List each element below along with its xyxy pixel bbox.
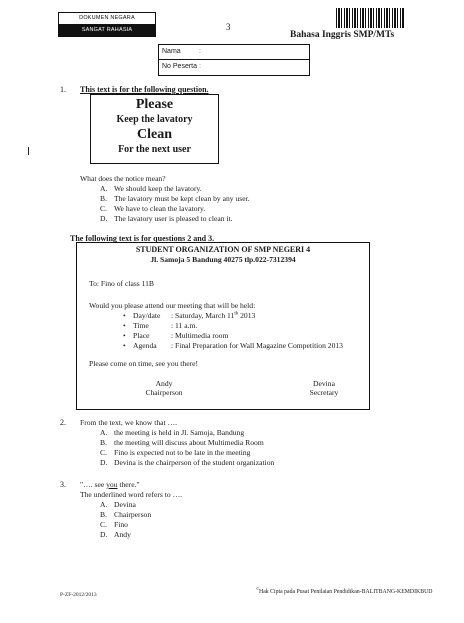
name-colon: : (199, 48, 201, 55)
participant-number-label: No Peserta (162, 63, 198, 70)
letter-detail-date (133, 311, 255, 320)
option-letter: B. (100, 194, 107, 203)
question-1-option-a (100, 184, 202, 193)
question-1-stem: What does the notice mean? (80, 174, 166, 183)
detail-label: Agenda (133, 341, 157, 350)
question-1-option-d (100, 214, 233, 223)
option-text: We have to clean the lavatory. (114, 204, 206, 213)
question-2-number: 2. (60, 418, 66, 427)
barcode-icon (336, 8, 404, 28)
signer-right-role: Secretary (309, 388, 339, 397)
question-2-option-a (100, 428, 244, 437)
underlined-word: you (106, 480, 118, 489)
notice-line-4: For the next user (118, 144, 191, 155)
secrecy-tag: SANGAT RAHASIA (58, 24, 156, 37)
signer-right-name: Devina (313, 379, 335, 388)
copyright-text: Hak Cipta pada Pusat Penilaian Pendidikan-BALITBANG-KEMDIKBUD (259, 588, 433, 595)
option-letter: A. (100, 184, 108, 193)
question-1-number: 1. (60, 85, 66, 94)
question-3-option-a (100, 500, 136, 509)
question-1-option-c (100, 204, 205, 213)
letter-detail-place (133, 331, 228, 340)
question-1-intro: This text is for the following question. (80, 85, 209, 94)
name-label: Nama (162, 48, 181, 55)
option-text: the meeting is held in Jl. Samoja, Bandung (114, 428, 245, 437)
option-letter: A. (100, 428, 108, 437)
question-2-option-b (100, 438, 264, 447)
signer-left-name: Andy (155, 379, 173, 388)
option-letter: C. (100, 204, 107, 213)
detail-value: : Saturday, March 11 (171, 311, 235, 320)
question-2-option-c (100, 448, 250, 457)
lavatory-notice (90, 94, 219, 164)
option-text: Andy (114, 530, 131, 539)
participant-number-row (159, 59, 309, 74)
detail-value: : Multimedia room (171, 331, 229, 340)
name-row (159, 45, 309, 59)
notice-line-1: Please (135, 97, 174, 112)
option-text: the meeting will discuss about Multimedia Room (114, 438, 264, 447)
option-letter: D. (100, 214, 108, 223)
detail-tail: 2013 (238, 311, 256, 320)
letter-intro: The following text is for questions 2 and 3. (70, 234, 215, 243)
letter-detail-agenda (133, 341, 343, 350)
quote-open: "…. see (80, 480, 107, 489)
meeting-invitation-letter (76, 242, 370, 410)
option-text: Chairperson (114, 510, 152, 519)
option-text: The lavatory user is pleased to clean it. (114, 214, 233, 223)
question-2-stem: From the text, we know that …. (80, 418, 178, 427)
participant-id-box (158, 44, 310, 76)
option-text: Devina (114, 500, 136, 509)
subject-title: Bahasa Inggris SMP/MTs (290, 30, 395, 40)
question-3-option-d (100, 530, 131, 539)
margin-mark (28, 147, 29, 155)
detail-superscript: th (234, 311, 239, 317)
quote-close: there." (117, 480, 140, 489)
question-3-stem: The underlined word refers to …. (80, 490, 183, 499)
question-3-quote (80, 480, 140, 489)
detail-value: : Final Preparation for Wall Magazine Competition 2013 (171, 341, 343, 350)
option-text: Fino (114, 520, 128, 529)
option-letter: D. (100, 530, 108, 539)
question-3-option-c (100, 520, 128, 529)
option-text: The lavatory must be kept clean by any user. (114, 194, 250, 203)
letter-recipient: To: Fino of class 11B (89, 279, 154, 288)
notice-line-2: Keep the lavatory (116, 114, 193, 125)
participant-colon: : (199, 63, 201, 70)
detail-label: Place (133, 331, 150, 340)
question-1-option-b (100, 194, 250, 203)
option-text: We should keep the lavatory. (114, 184, 202, 193)
document-code: P-ZF-2012/2013 (60, 592, 97, 598)
option-letter: A. (100, 500, 108, 509)
detail-value: : 11 a.m. (171, 321, 198, 330)
notice-line-3: Clean (137, 127, 172, 142)
option-letter: B. (100, 510, 107, 519)
letter-organization: STUDENT ORGANIZATION OF SMP NEGERI 4 (135, 245, 311, 254)
option-text: Fino is expected not to be late in the meeting (114, 448, 251, 457)
copyright-symbol: © (256, 586, 260, 591)
option-letter: B. (100, 438, 107, 447)
detail-label: Time (133, 321, 149, 330)
question-2-option-d (100, 458, 274, 467)
option-letter: C. (100, 448, 107, 457)
option-letter: D. (100, 458, 108, 467)
letter-detail-time (133, 321, 197, 330)
document-classification-tag: DOKUMEN NEGARA (58, 12, 156, 25)
option-letter: C. (100, 520, 107, 529)
letter-address: Jl. Samoja 5 Bandung 40275 tlp.022-7312394 (150, 255, 296, 264)
letter-closing: Please come on time, see you there! (89, 359, 199, 368)
question-3-option-b (100, 510, 151, 519)
letter-body: Would you please attend our meeting that will be held: (89, 301, 256, 310)
option-text: Devina is the chairperson of the student organization (114, 458, 275, 467)
signer-left-role: Chairperson (145, 388, 183, 397)
detail-label: Day/date (133, 311, 161, 320)
copyright-notice (256, 586, 432, 595)
question-3-number: 3. (60, 480, 66, 489)
page-number: 3 (226, 22, 231, 32)
